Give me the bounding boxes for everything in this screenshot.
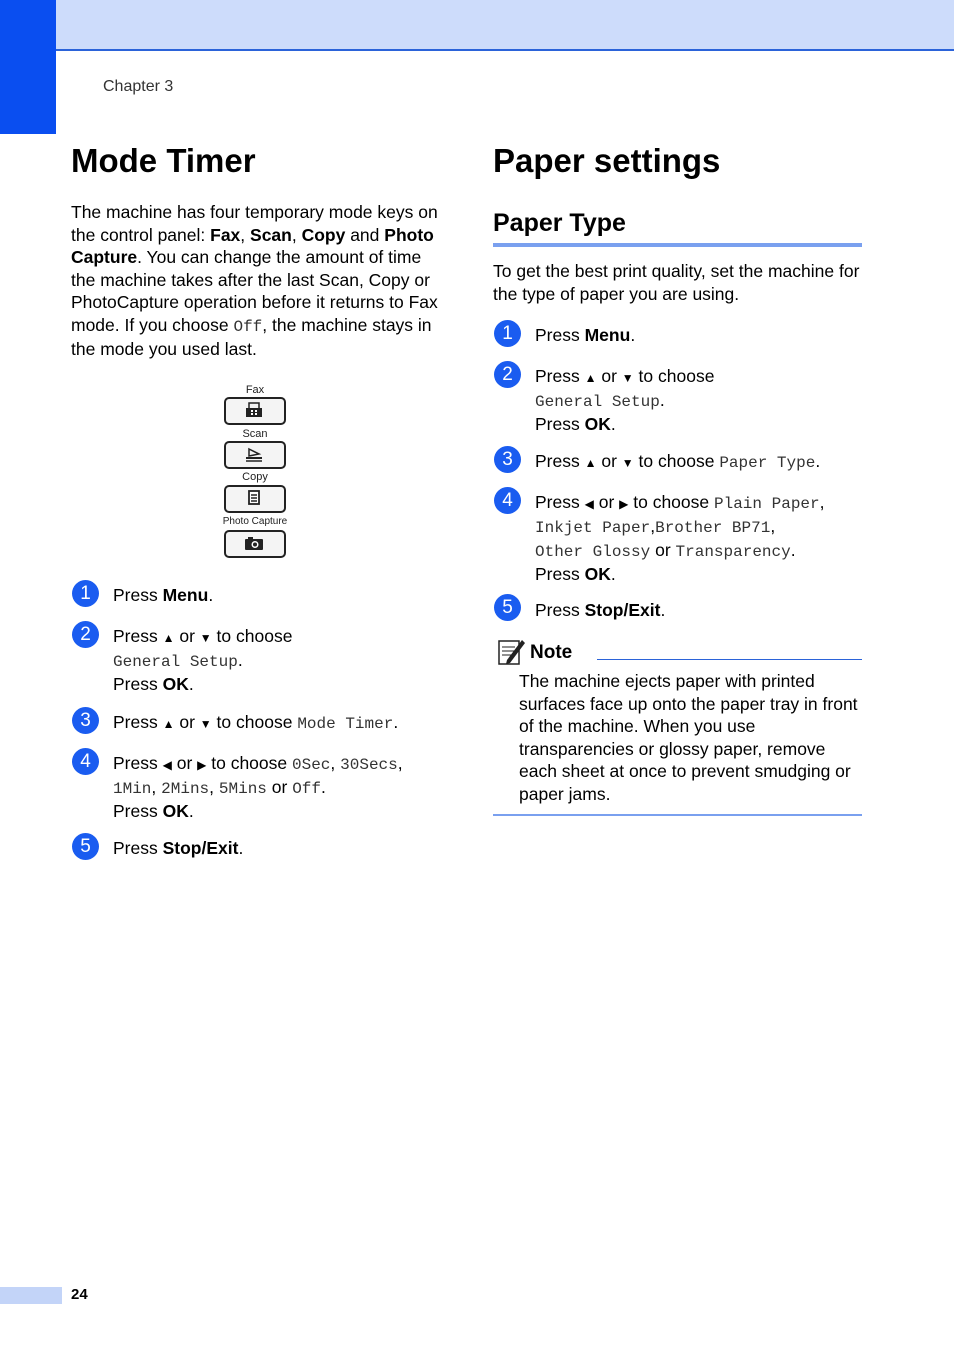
step-number-badge: 1	[72, 580, 99, 607]
scan-icon	[244, 446, 264, 462]
right-step-2: Press ▲ or ▼ to choose General Setup. Press OK.	[535, 366, 715, 434]
photo-capture-key-label: Photo Capture	[222, 516, 288, 527]
up-arrow-icon: ▲	[584, 371, 597, 385]
left-arrow-icon: ◀	[162, 758, 172, 772]
page-number: 24	[71, 1286, 88, 1303]
step-number-badge: 1	[494, 320, 521, 347]
note-bottom-rule	[493, 814, 862, 816]
chapter-tab	[0, 0, 56, 134]
note-body: The machine ejects paper with printed surfaces face up onto the paper tray in front of the machine. When you use transparencies or glossy paper, remove each sheet at once to prevent smudging or paper jams.	[519, 671, 858, 804]
page-number-bar	[0, 1287, 62, 1304]
paper-type-heading: Paper Type	[493, 209, 862, 247]
step-number-badge: 2	[494, 361, 521, 388]
note-header	[497, 636, 862, 666]
step-number-badge: 5	[494, 594, 521, 621]
step-number-badge: 3	[494, 446, 521, 473]
left-step-1: Press Menu.	[113, 585, 214, 605]
scan-key	[224, 441, 286, 469]
left-arrow-icon: ◀	[584, 497, 594, 511]
mode-timer-heading: Mode Timer	[71, 142, 256, 179]
right-step-1: Press Menu.	[535, 325, 636, 345]
left-step-2: Press ▲ or ▼ to choose General Setup. Press OK.	[113, 626, 293, 694]
copy-key	[224, 485, 286, 513]
fax-icon	[244, 402, 264, 418]
down-arrow-icon: ▼	[621, 456, 634, 470]
note-pencil-icon	[497, 636, 527, 666]
down-arrow-icon: ▼	[621, 371, 634, 385]
down-arrow-icon: ▼	[199, 717, 212, 731]
note-title: Note	[530, 642, 573, 663]
step-number-badge: 4	[72, 748, 99, 775]
right-arrow-icon: ▶	[197, 758, 207, 772]
right-arrow-icon: ▶	[619, 497, 629, 511]
up-arrow-icon: ▲	[162, 631, 175, 645]
up-arrow-icon: ▲	[584, 456, 597, 470]
note-rule	[597, 659, 862, 660]
left-step-3: Press ▲ or ▼ to choose Mode Timer.	[113, 712, 399, 733]
step-number-badge: 4	[494, 487, 521, 514]
paper-settings-heading: Paper settings	[493, 142, 721, 179]
fax-key-label: Fax	[245, 384, 265, 396]
down-arrow-icon: ▼	[199, 631, 212, 645]
fax-key	[224, 397, 286, 425]
step-number-badge: 2	[72, 621, 99, 648]
mode-keys-illustration	[210, 384, 300, 564]
mode-timer-intro: The machine has four temporary mode keys on the control panel: Fax, Scan, Copy and Photo Capture. You can change the amount of time the machine takes after the last Scan, Copy or PhotoCapture operation before it returns to Fax mode. If you choose Off, the machine stays in the mode you used last.	[71, 202, 438, 359]
camera-icon	[244, 535, 264, 551]
step-number-badge: 3	[72, 707, 99, 734]
right-step-5: Press Stop/Exit.	[535, 600, 666, 620]
left-step-5: Press Stop/Exit.	[113, 838, 244, 858]
left-step-4: Press ◀ or ▶ to choose 0Sec, 30Secs, 1Min, 2Mins, 5Mins or Off. Press OK.	[113, 753, 403, 821]
copy-icon	[244, 490, 264, 506]
copy-key-label: Copy	[242, 471, 268, 483]
right-step-3: Press ▲ or ▼ to choose Paper Type.	[535, 451, 821, 472]
paper-type-intro: To get the best print quality, set the machine for the type of paper you are using.	[493, 261, 860, 304]
up-arrow-icon: ▲	[162, 717, 175, 731]
step-number-badge: 5	[72, 833, 99, 860]
photo-capture-key	[224, 530, 286, 558]
right-step-4: Press ◀ or ▶ to choose Plain Paper, Inkjet Paper,Brother BP71, Other Glossy or Transparency. Press OK.	[535, 492, 825, 584]
scan-key-label: Scan	[242, 428, 268, 440]
header-bar	[0, 0, 954, 51]
chapter-label: Chapter 3	[103, 78, 174, 95]
